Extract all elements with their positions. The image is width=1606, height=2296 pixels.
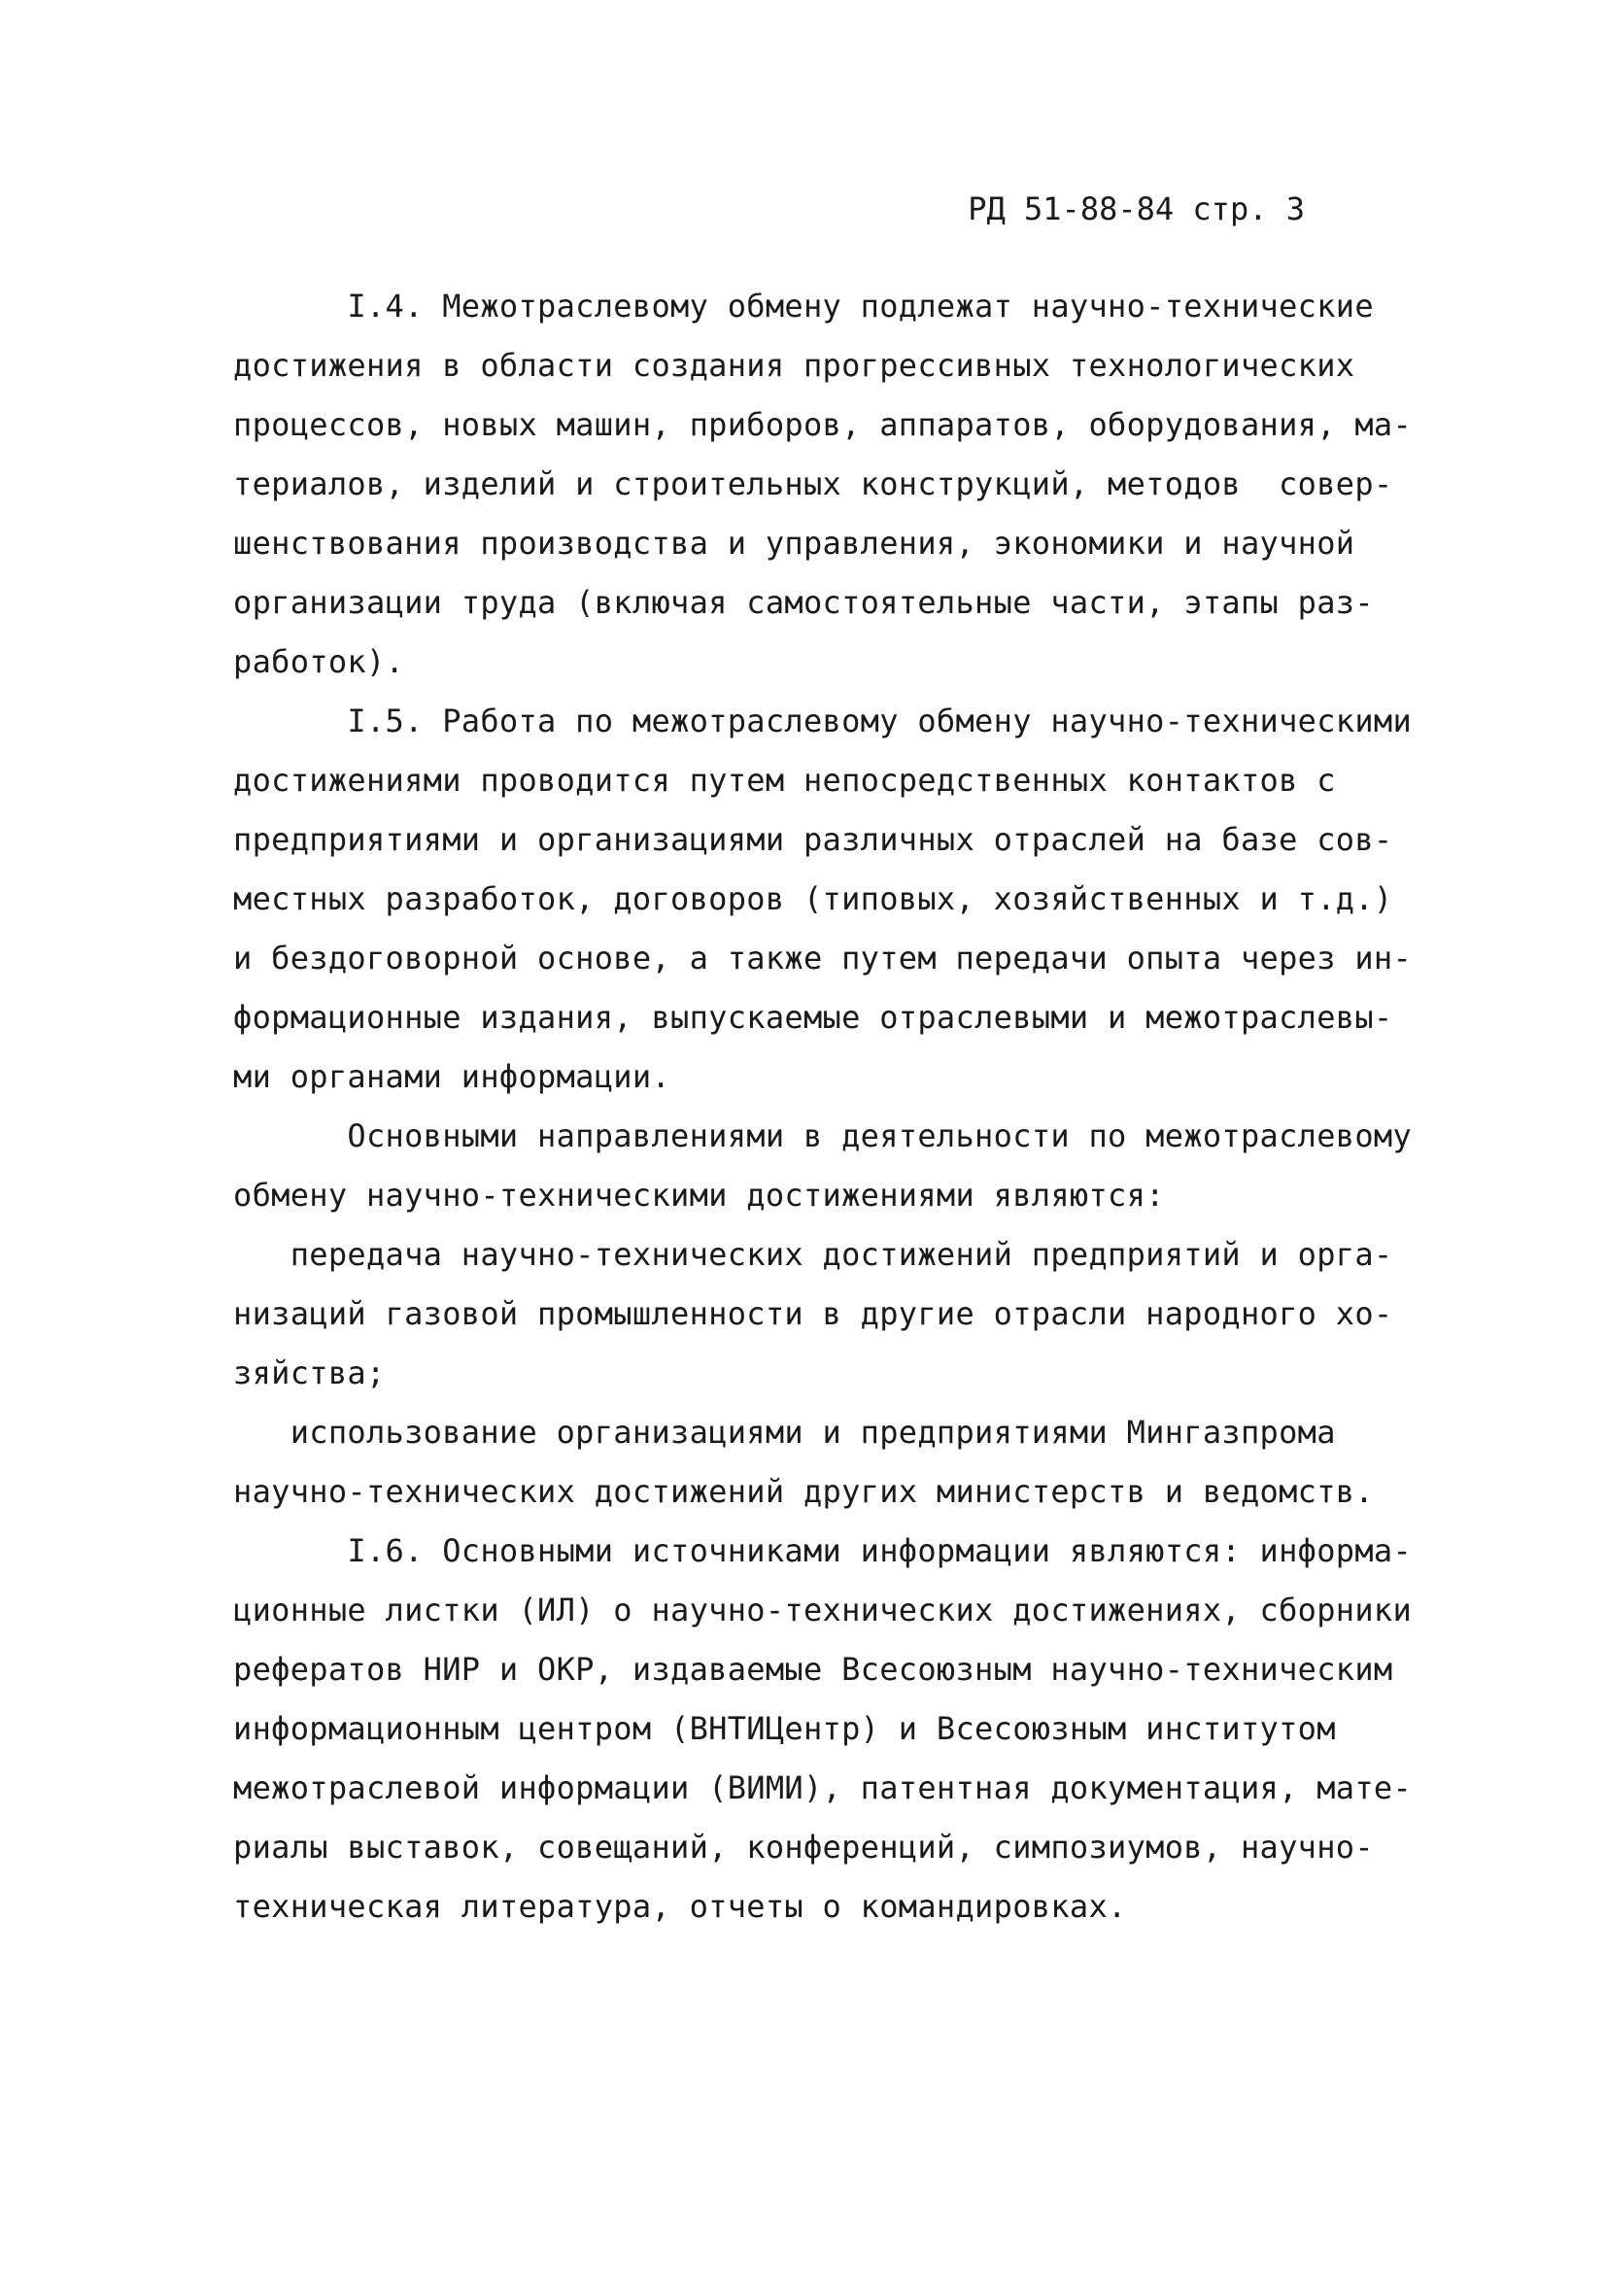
text-line: достижения в области создания прогрессивных технологических <box>233 347 1355 384</box>
text-line: I.6. Основными источниками информации являются: информа- <box>233 1532 1413 1569</box>
text-line: I.5. Работа по межотраслевому обмену научно-техническими <box>233 703 1413 739</box>
text-line: обмену научно-техническими достижениями являются: <box>233 1177 1165 1214</box>
text-line: работок). <box>233 643 405 680</box>
text-line: ми органами информации. <box>233 1058 671 1095</box>
text-line: межотраслевой информации (ВИМИ), патентная документация, мате- <box>233 1769 1413 1806</box>
text-line: Основными направлениями в деятельности по межотраслевому <box>233 1117 1413 1154</box>
text-line: процессов, новых машин, приборов, аппаратов, оборудования, ма- <box>233 406 1413 443</box>
text-line: и бездоговорной основе, а также путем передачи опыта через ин- <box>233 940 1413 977</box>
text-line: рефератов НИР и ОКР, издаваемые Всесоюзным научно-техническим <box>233 1651 1393 1688</box>
document-body <box>233 277 1413 1936</box>
text-line: шенствования производства и управления, экономики и научной <box>233 525 1355 562</box>
text-line: териалов, изделий и строительных конструкций, методов совер- <box>233 465 1393 502</box>
text-line: ционные листки (ИЛ) о научно-технических достижениях, сборники <box>233 1592 1413 1628</box>
text-line: передача научно-технических достижений предприятий и орга- <box>233 1236 1393 1273</box>
text-line: местных разработок, договоров (типовых, хозяйственных и т.д.) <box>233 880 1393 917</box>
text-line: предприятиями и организациями различных отраслей на базе сов- <box>233 821 1393 858</box>
text-line: техническая литература, отчеты о командировках. <box>233 1888 1127 1925</box>
text-line: риалы выставок, совещаний, конференций, симпозиумов, научно- <box>233 1829 1374 1866</box>
text-line: достижениями проводится путем непосредственных контактов с <box>233 762 1336 799</box>
text-line: I.4. Межотраслевому обмену подлежат научно-технические <box>233 288 1374 325</box>
text-line: организации труда (включая самостоятельные части, этапы раз- <box>233 584 1374 621</box>
text-line: использование организациями и предприятиями Мингазпрома <box>233 1414 1336 1451</box>
text-line: научно-технических достижений других министерств и ведомств. <box>233 1473 1374 1510</box>
page-header-doc-ref: РД 51-88-84 стр. 3 <box>968 190 1305 227</box>
text-line: низаций газовой промышленности в другие отрасли народного хо- <box>233 1295 1393 1332</box>
text-line: формационные издания, выпускаемые отраслевыми и межотраслевы- <box>233 999 1393 1036</box>
text-line: информационным центром (ВНТИЦентр) и Всесоюзным институтом <box>233 1710 1336 1747</box>
text-line: зяйства; <box>233 1354 386 1391</box>
